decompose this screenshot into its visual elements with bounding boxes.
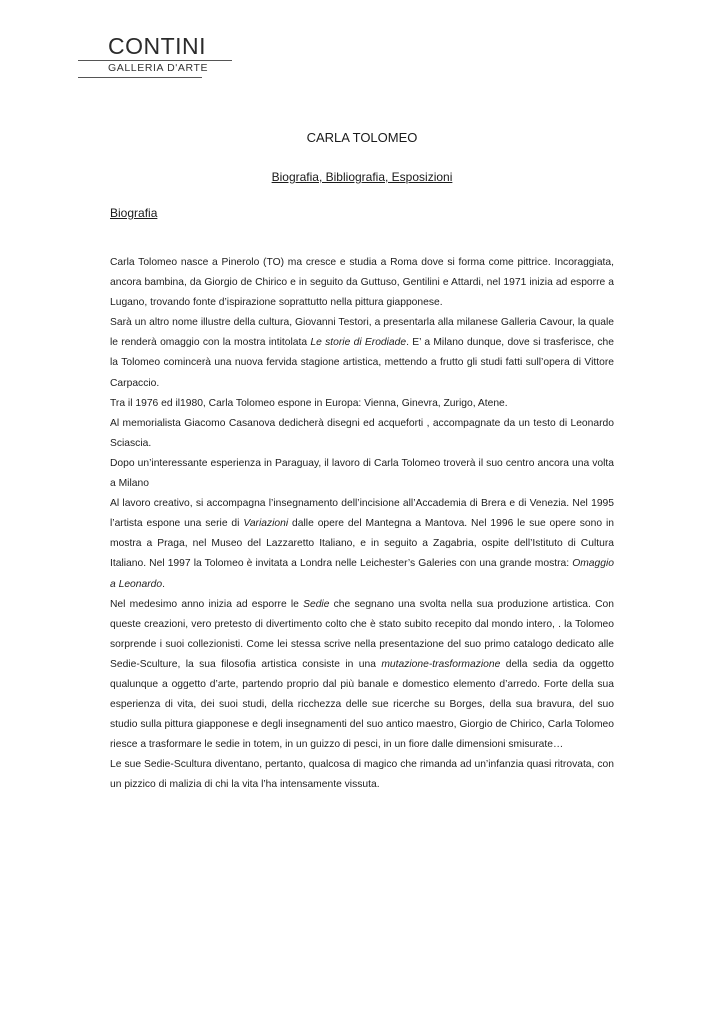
paragraph-text: Tra il 1976 ed il1980, Carla Tolomeo espone in Europa: Vienna, Ginevra, Zurigo, Atene. [110,397,508,409]
italic-title-text: Le storie di Erodiade [310,337,407,349]
logo-underline [78,77,202,78]
paragraph-text: dalle opere del Mantegna a Mantova. Nel 1996 le sue opere sono in mostra a Praga, nel Museo del Lazzaretto Italiano, e in seguito a Zagabria, ospite dell’Istituto di Cultura Italiano. Nel 1997 la Tolomeo è invitata a Londra nelle Leichester’s Galeries con una grande mostra: [110,518,614,570]
paragraph-text: della sedia da oggetto qualunque a oggetto d’arte, partendo proprio dal più banale e domestico elemento d’arredo. Forte della sua esperienza di vita, dei suoi studi, della ricchezza delle sue ricerche su Borges, della sua bravura, del suo studio sulla pittura giapponese e degli insegnamenti del suo antico maestro, Giorgio de Chirico, Carla Tolomeo riesce a trasformare le sedie in totem, in un guizzo di pesci, in un fiore dalle dimensioni smisurate… [110,658,615,751]
document-title-text: CARLA TOLOMEO [306,130,418,145]
biography-paragraph [110,313,614,393]
paragraph-text: . E’ a Milano dunque, dove si trasferisce, che la Tolomeo comincerà una nuova fervida stagione artistica, mettendo a frutto gli studi fatti sull’opera di Vittore Carpaccio. [110,337,614,389]
section-heading-biografia: Biografia [110,206,158,220]
paragraph-text: Carla Tolomeo [110,257,178,268]
logo-subtitle: GALLERIA D'ARTE [108,62,209,74]
paragraph-text: Le sue Sedie-Scultura diventano, pertanto, qualcosa di magico che rimanda ad un’infanzia quasi ritrovata, con un pizzico di malizia di chi la vita l’ha intensamente vissuta. [110,759,614,791]
italic-title-text: mutazione-trasformazione [381,658,501,670]
biography-paragraph [110,494,614,594]
biography-paragraph [110,755,614,795]
biography-paragraph [110,414,614,454]
gallery-logo [78,34,234,74]
paragraph-text: . [162,578,165,590]
italic-title-text: Sedie [303,598,330,610]
paragraph-text: Dopo un’interessante esperienza in Paraguay, il lavoro di Carla Tolomeo troverà il suo centro ancora una volta a Milano [110,457,614,490]
biography-paragraph [110,253,614,313]
document-subtitle: Biografia, Bibliografia, Esposizioni [271,170,453,184]
paragraph-text: Nel medesimo anno inizia ad esporre le [110,598,304,610]
biography-paragraph [110,595,614,756]
biography-paragraph [110,454,614,494]
paragraph-text: Al lavoro creativo, si accompagna l’insegnamento dell’incisione all’Accademia di Brera e di Venezia. Nel 1995 l’artista espone una serie di [110,498,614,530]
logo-divider [78,60,232,61]
paragraph-text: Al memorialista Giacomo Casanova dedicherà disegni ed acqueforti , accompagnate da un testo di Leonardo Sciascia. [110,417,614,449]
document-title [0,130,724,145]
paragraph-text: nasce a Pinerolo (TO) ma cresce e studia a Roma dove si forma come pittrice. Incoraggiata, ancora bambina, da Giorgio de Chirico e in seguito da Guttuso, Gentilini e Attardi, nel 1971 inizia ad esporre a Lugano, trovando fonte d’ispirazione soprattutto nella pittura giapponese. [110,257,614,309]
biography-body [110,253,614,796]
italic-title-text: Variazioni [243,518,289,530]
biography-paragraph [110,394,614,414]
paragraph-text: Sarà un altro nome illustre della cultura, Giovanni Testori, a presentarla alla milanese Galleria Cavour, la quale le renderà omaggio con la mostra intitolata [110,317,614,349]
paragraph-text: che segnano una svolta nella sua produzione artistica. Con queste creazioni, vero pretesto di divertimento colto che è stato subito recepito dal mondo intero, . la Tolomeo sorprende i suoi collezionisti. Come lei stessa scrive nella presentazione del suo primo catalogo dedicato alle Sedie-Sculture, la sua filosofia artistica consiste in una [110,598,614,670]
logo-name: CONTINI [108,33,207,59]
italic-title-text: Omaggio a Leonardo [110,558,614,590]
